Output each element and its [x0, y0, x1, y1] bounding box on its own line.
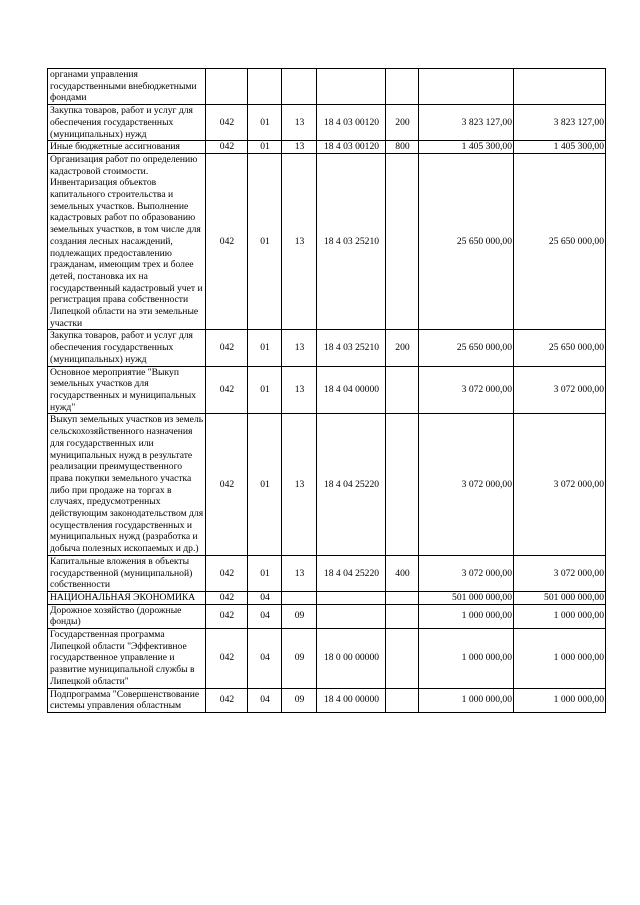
row-sum-year-2: 3 823 127,00 [514, 105, 606, 141]
row-subsection-code: 13 [282, 141, 317, 154]
row-expense-type: 200 [386, 105, 419, 141]
row-name: Выкуп земельных участков из земель сельскохозяйственного назначения для государственных или муниципальных нужд в результате реализации преимущественного права покупки земельного участка либо при продаже на торгах в случаях, предусмотренных действующим законодательством для осуществления государственных и муниципальных нужд (разработка и добыча полезных ископаемых и др.) [48, 414, 206, 555]
row-expense-type [386, 69, 419, 105]
row-sum-year-1 [419, 69, 514, 105]
row-target-article [317, 69, 386, 105]
row-grbs-code: 042 [206, 141, 248, 154]
row-sum-year-2: 1 000 000,00 [514, 629, 606, 689]
row-sum-year-1: 3 823 127,00 [419, 105, 514, 141]
row-section-code: 04 [248, 591, 282, 604]
table-row [48, 688, 606, 712]
table-body [48, 69, 606, 713]
row-target-article [317, 591, 386, 604]
row-sum-year-2: 3 072 000,00 [514, 555, 606, 591]
row-grbs-code: 042 [206, 330, 248, 366]
row-section-code: 01 [248, 330, 282, 366]
row-subsection-code: 09 [282, 629, 317, 689]
row-sum-year-1: 501 000 000,00 [419, 591, 514, 604]
row-expense-type [386, 688, 419, 712]
row-target-article [317, 604, 386, 628]
row-name: Основное мероприятие "Выкуп земельных участков для государственных и муниципальных нужд" [48, 366, 206, 414]
table-row [48, 141, 606, 154]
row-sum-year-1: 1 000 000,00 [419, 629, 514, 689]
table-row [48, 555, 606, 591]
row-sum-year-2 [514, 69, 606, 105]
table-row [48, 604, 606, 628]
row-sum-year-1: 1 405 300,00 [419, 141, 514, 154]
row-name: НАЦИОНАЛЬНАЯ ЭКОНОМИКА [48, 591, 206, 604]
row-name: Иные бюджетные ассигнования [48, 141, 206, 154]
budget-table [47, 68, 606, 713]
row-sum-year-2: 25 650 000,00 [514, 330, 606, 366]
row-expense-type [386, 414, 419, 555]
row-sum-year-1: 1 000 000,00 [419, 604, 514, 628]
row-target-article: 18 4 03 25210 [317, 153, 386, 330]
row-grbs-code: 042 [206, 366, 248, 414]
row-target-article: 18 4 00 00000 [317, 688, 386, 712]
table-row [48, 366, 606, 414]
row-sum-year-1: 3 072 000,00 [419, 366, 514, 414]
table-row [48, 414, 606, 555]
row-section-code: 01 [248, 141, 282, 154]
row-expense-type [386, 153, 419, 330]
row-subsection-code: 13 [282, 153, 317, 330]
row-expense-type: 800 [386, 141, 419, 154]
table-row [48, 69, 606, 105]
row-subsection-code: 13 [282, 105, 317, 141]
row-section-code: 01 [248, 414, 282, 555]
row-subsection-code: 13 [282, 414, 317, 555]
row-name: Организация работ по определению кадастровой стоимости. Инвентаризация объектов капитального строительства и земельных участков. Выполнение кадастровых работ по образованию земельных участков, в том числе для создания лесных насаждений, подлежащих предоставлению гражданам, имеющим трех и более детей, постановка их на государственный кадастровый учет и регистрация права собственности Липецкой области на эти земельные участки [48, 153, 206, 330]
row-grbs-code: 042 [206, 555, 248, 591]
row-name: Государственная программа Липецкой области "Эффективное государственное управление и развитие муниципальной службы в Липецкой области" [48, 629, 206, 689]
row-sum-year-2: 3 072 000,00 [514, 366, 606, 414]
row-sum-year-1: 25 650 000,00 [419, 153, 514, 330]
row-sum-year-1: 25 650 000,00 [419, 330, 514, 366]
table-row [48, 153, 606, 330]
row-sum-year-2: 3 072 000,00 [514, 414, 606, 555]
row-expense-type: 200 [386, 330, 419, 366]
row-subsection-code: 09 [282, 688, 317, 712]
row-target-article: 18 0 00 00000 [317, 629, 386, 689]
row-grbs-code: 042 [206, 153, 248, 330]
row-subsection-code: 13 [282, 366, 317, 414]
row-grbs-code: 042 [206, 414, 248, 555]
row-section-code: 04 [248, 629, 282, 689]
row-section-code: 01 [248, 105, 282, 141]
table-row [48, 105, 606, 141]
row-grbs-code: 042 [206, 604, 248, 628]
row-sum-year-2: 1 000 000,00 [514, 604, 606, 628]
row-target-article: 18 4 03 25210 [317, 330, 386, 366]
row-subsection-code [282, 69, 317, 105]
row-target-article: 18 4 04 00000 [317, 366, 386, 414]
row-section-code: 01 [248, 366, 282, 414]
row-section-code: 01 [248, 555, 282, 591]
row-subsection-code: 13 [282, 330, 317, 366]
row-name: Закупка товаров, работ и услуг для обеспечения государственных (муниципальных) нужд [48, 330, 206, 366]
row-target-article: 18 4 04 25220 [317, 555, 386, 591]
row-expense-type [386, 604, 419, 628]
row-section-code [248, 69, 282, 105]
row-sum-year-2: 1 000 000,00 [514, 688, 606, 712]
row-subsection-code [282, 591, 317, 604]
row-name: Дорожное хозяйство (дорожные фонды) [48, 604, 206, 628]
row-expense-type: 400 [386, 555, 419, 591]
row-sum-year-2: 25 650 000,00 [514, 153, 606, 330]
row-name: органами управления государственными внебюджетными фондами [48, 69, 206, 105]
row-grbs-code: 042 [206, 105, 248, 141]
row-target-article: 18 4 03 00120 [317, 105, 386, 141]
row-grbs-code [206, 69, 248, 105]
row-section-code: 04 [248, 688, 282, 712]
row-target-article: 18 4 03 00120 [317, 141, 386, 154]
row-subsection-code: 13 [282, 555, 317, 591]
row-name: Капитальные вложения в объекты государственной (муниципальной) собственности [48, 555, 206, 591]
row-sum-year-2: 501 000 000,00 [514, 591, 606, 604]
row-grbs-code: 042 [206, 629, 248, 689]
row-section-code: 04 [248, 604, 282, 628]
row-sum-year-1: 1 000 000,00 [419, 688, 514, 712]
row-grbs-code: 042 [206, 688, 248, 712]
table-row [48, 591, 606, 604]
row-name: Подпрограмма "Совершенствование системы управления областным [48, 688, 206, 712]
row-expense-type [386, 366, 419, 414]
row-target-article: 18 4 04 25220 [317, 414, 386, 555]
row-sum-year-2: 1 405 300,00 [514, 141, 606, 154]
row-sum-year-1: 3 072 000,00 [419, 555, 514, 591]
row-name: Закупка товаров, работ и услуг для обеспечения государственных (муниципальных) нужд [48, 105, 206, 141]
row-sum-year-1: 3 072 000,00 [419, 414, 514, 555]
row-grbs-code: 042 [206, 591, 248, 604]
row-section-code: 01 [248, 153, 282, 330]
row-expense-type [386, 629, 419, 689]
row-subsection-code: 09 [282, 604, 317, 628]
table-row [48, 629, 606, 689]
table-row [48, 330, 606, 366]
row-expense-type [386, 591, 419, 604]
